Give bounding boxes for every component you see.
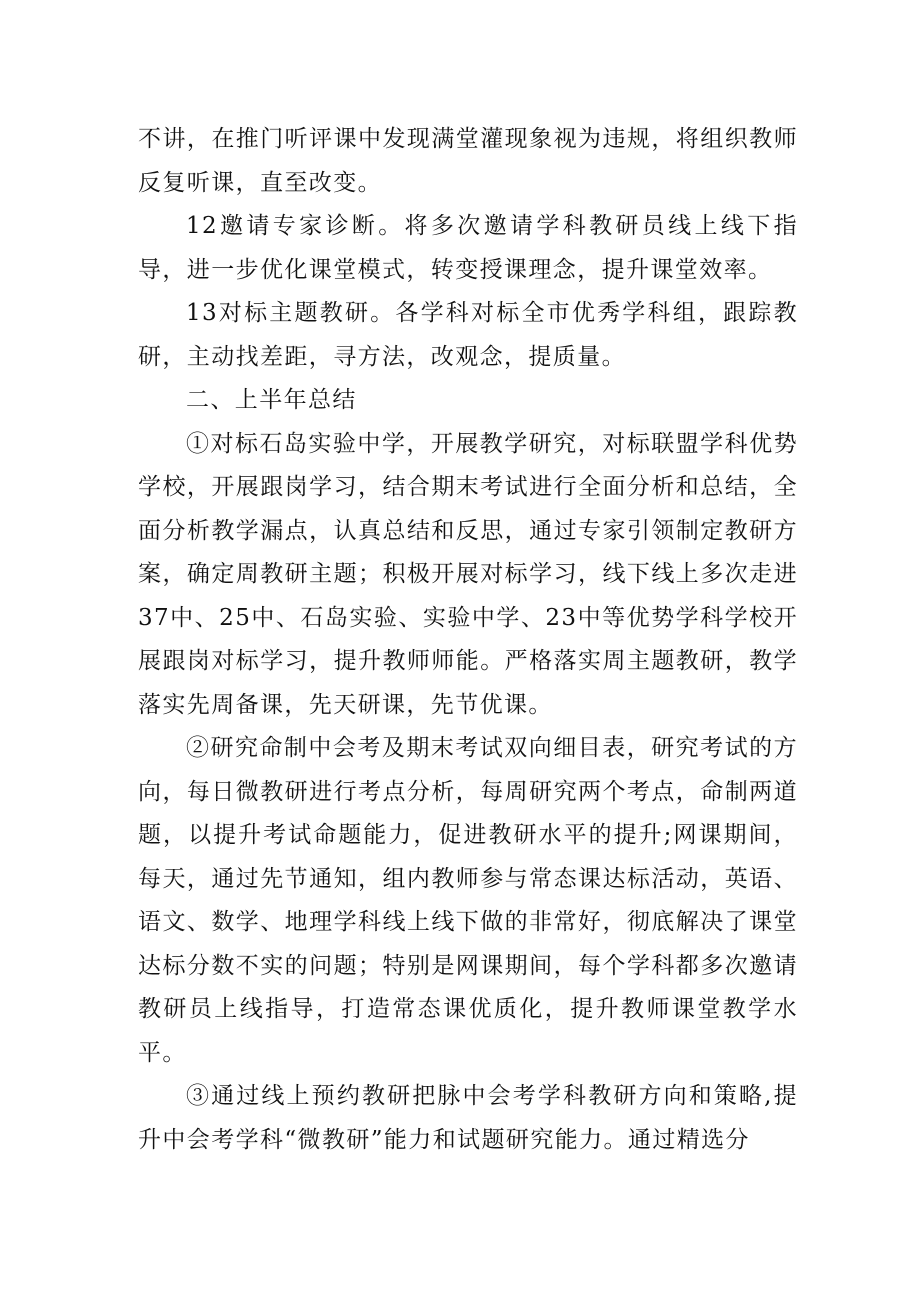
paragraph-6: ③通过线上预约教研把脉中会考学科教研方向和策略,提升中会考学科“微教研”能力和试题研究能力。通过精选分 <box>138 1083 798 1153</box>
paragraph-1: 不讲，在推门听评课中发现满堂灌现象视为违规，将组织教师反复听课，直至改变。 <box>138 126 798 196</box>
paragraph-4: ①对标石岛实验中学，开展教学研究，对标联盟学科优势学校，开展跟岗学习，结合期末考试进行全面分析和总结，全面分析教学漏点，认真总结和反思，通过专家引领制定教研方案，确定周教研主题；积极开展对标学习，线下线上多次走进37中、25中、石岛实验、实验中学、23中等优势学科学校开展跟岗对标学习，提升教师师能。严格落实周主题教研，教学落实先周备课，先天研课，先节优课。 <box>138 430 798 718</box>
paragraph-5: ②研究命制中会考及期末考试双向细目表，研究考试的方向，每日微教研进行考点分析，每周研究两个考点，命制两道题，以提升考试命题能力，促进教研水平的提升;网课期间，每天，通过先节通知，组内教师参与常态课达标活动，英语、语文、数学、地理学科线上线下做的非常好，彻底解决了课堂达标分数不实的问题；特别是网课期间，每个学科都多次邀请教研员上线指导，打造常态课优质化，提升教师课堂教学水平。 <box>138 735 798 1066</box>
section-heading: 二、上半年总结 <box>186 387 357 413</box>
paragraph-2: 12邀请专家诊断。将多次邀请学科教研员线上线下指导，进一步优化课堂模式，转变授课理念，提升课堂效率。 <box>138 213 798 283</box>
paragraph-3: 13对标主题教研。各学科对标全市优秀学科组，跟踪教研，主动找差距，寻方法，改观念，提质量。 <box>138 300 798 370</box>
document-body <box>138 118 798 1162</box>
